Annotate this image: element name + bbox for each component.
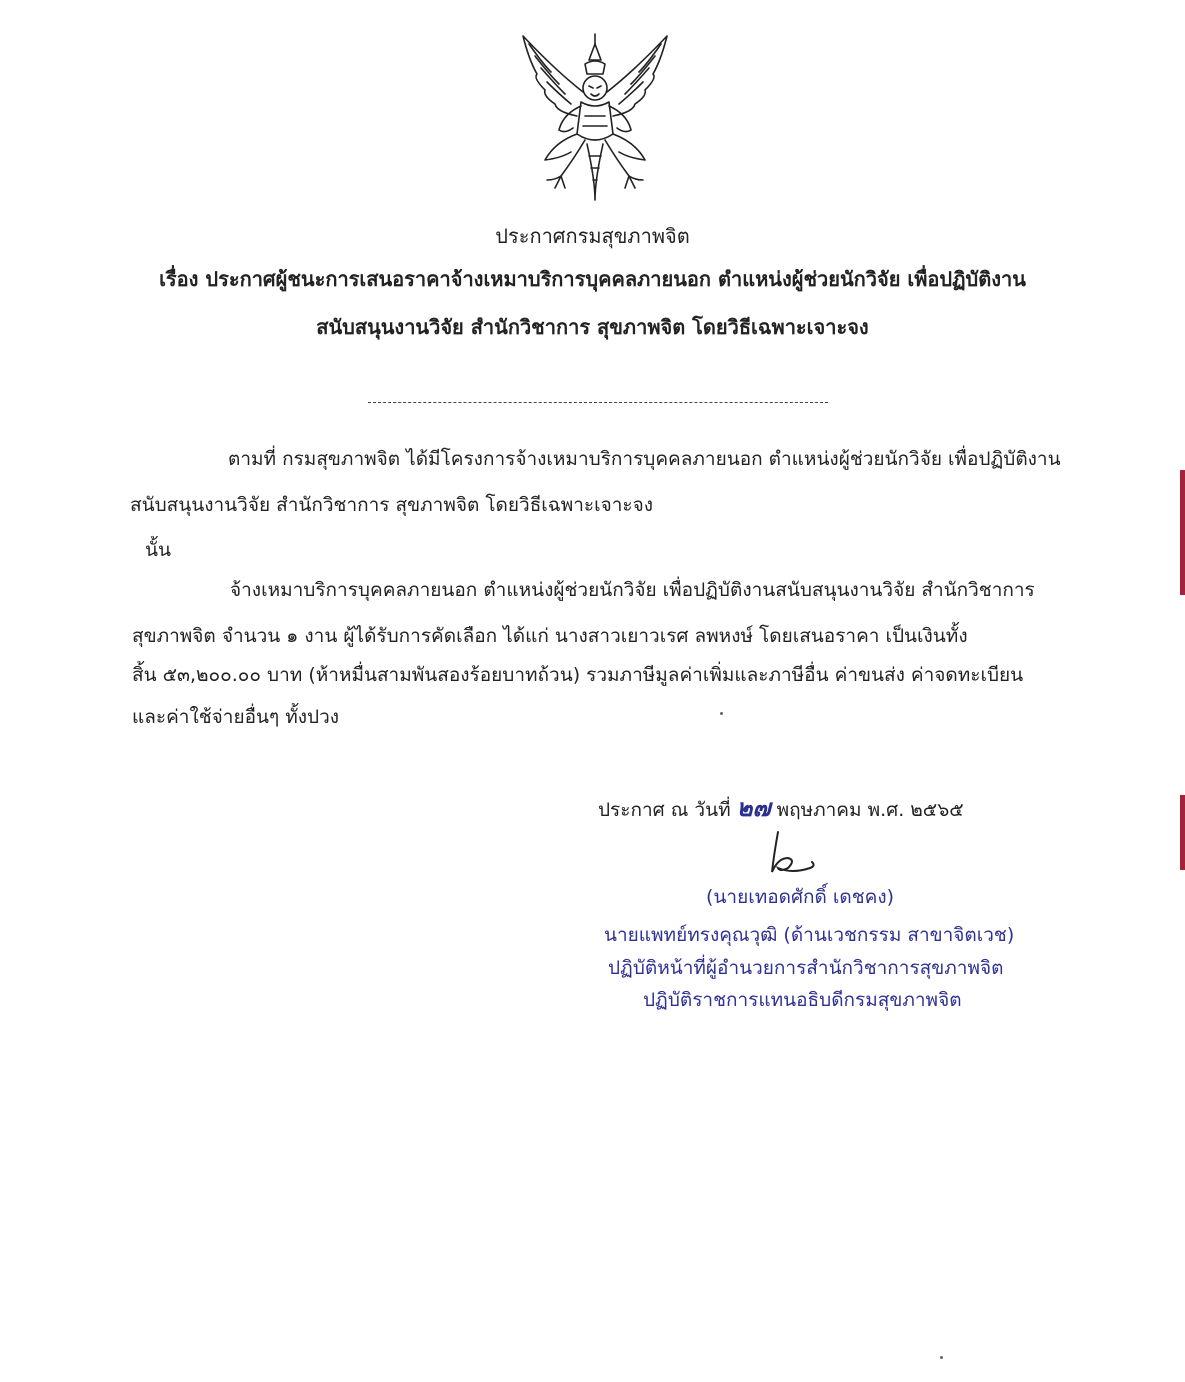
handwritten-signature-icon bbox=[752, 828, 832, 888]
date-suffix: พฤษภาคม พ.ศ. ๒๕๖๕ bbox=[776, 799, 964, 821]
signatory-position-2: ปฏิบัติหน้าที่ผู้อำนวยการสำนักวิชาการสุขภาพจิต bbox=[608, 957, 1004, 979]
signatory-name: (นายเทอดศักดิ์ เดชคง) bbox=[706, 886, 895, 908]
paragraph-1-line-3: นั้น bbox=[145, 539, 171, 561]
paragraph-1-line-2: สนับสนุนงานวิจัย สำนักวิชาการ สุขภาพจิต โดยวิธีเฉพาะเจาะจง bbox=[130, 494, 654, 516]
garuda-emblem-icon bbox=[515, 30, 675, 205]
announcement-date bbox=[598, 788, 964, 827]
paragraph-2-line-3: สิ้น ๕๓,๒๐๐.๐๐ บาท (ห้าหมื่นสามพันสองร้อยบาทถ้วน) รวมภาษีมูลค่าเพิ่มและภาษีอื่น ค่าขนส่ง ค่าจดทะเบียน bbox=[132, 664, 1024, 686]
paragraph-2-line-4: และค่าใช้จ่ายอื่นๆ ทั้งปวง bbox=[132, 706, 340, 728]
scan-speck bbox=[940, 1356, 943, 1359]
paragraph-1-line-1: ตามที่ กรมสุขภาพจิต ได้มีโครงการจ้างเหมาบริการบุคคลภายนอก ตำแหน่งผู้ช่วยนักวิจัย เพื่อปฏิบัติงาน bbox=[228, 448, 1061, 470]
paragraph-2-line-1: จ้างเหมาบริการบุคคลภายนอก ตำแหน่งผู้ช่วยนักวิจัย เพื่อปฏิบัติงานสนับสนุนงานวิจัย สำนักวิชาการ bbox=[230, 579, 1035, 601]
dashed-divider bbox=[368, 402, 828, 403]
subject-line-2: สนับสนุนงานวิจัย สำนักวิชาการ สุขภาพจิต โดยวิธีเฉพาะเจาะจง bbox=[316, 315, 869, 339]
signatory-position-1: นายแพทย์ทรงคุณวุฒิ (ด้านเวชกรรม สาขาจิตเวช) bbox=[604, 924, 1015, 946]
scan-speck bbox=[720, 712, 723, 715]
paragraph-2-line-2: สุขภาพจิต จำนวน ๑ งาน ผู้ได้รับการคัดเลือก ได้แก่ นางสาวเยาวเรศ ลพหงษ์ โดยเสนอราคา เป็นเงินทั้ง bbox=[132, 625, 968, 647]
date-day-handwritten: ๒๗ bbox=[736, 793, 771, 822]
date-prefix: ประกาศ ณ วันที่ bbox=[598, 799, 731, 821]
subject-line-1: เรื่อง ประกาศผู้ชนะการเสนอราคาจ้างเหมาบริการบุคคลภายนอก ตำแหน่งผู้ช่วยนักวิจัย เพื่อปฏิบัติงาน bbox=[159, 267, 1026, 291]
announcement-title: ประกาศกรมสุขภาพจิต bbox=[495, 224, 690, 248]
scan-edge-mark bbox=[1180, 470, 1185, 595]
scan-edge-mark bbox=[1180, 795, 1185, 870]
signatory-position-3: ปฏิบัติราชการแทนอธิบดีกรมสุขภาพจิต bbox=[643, 989, 962, 1011]
